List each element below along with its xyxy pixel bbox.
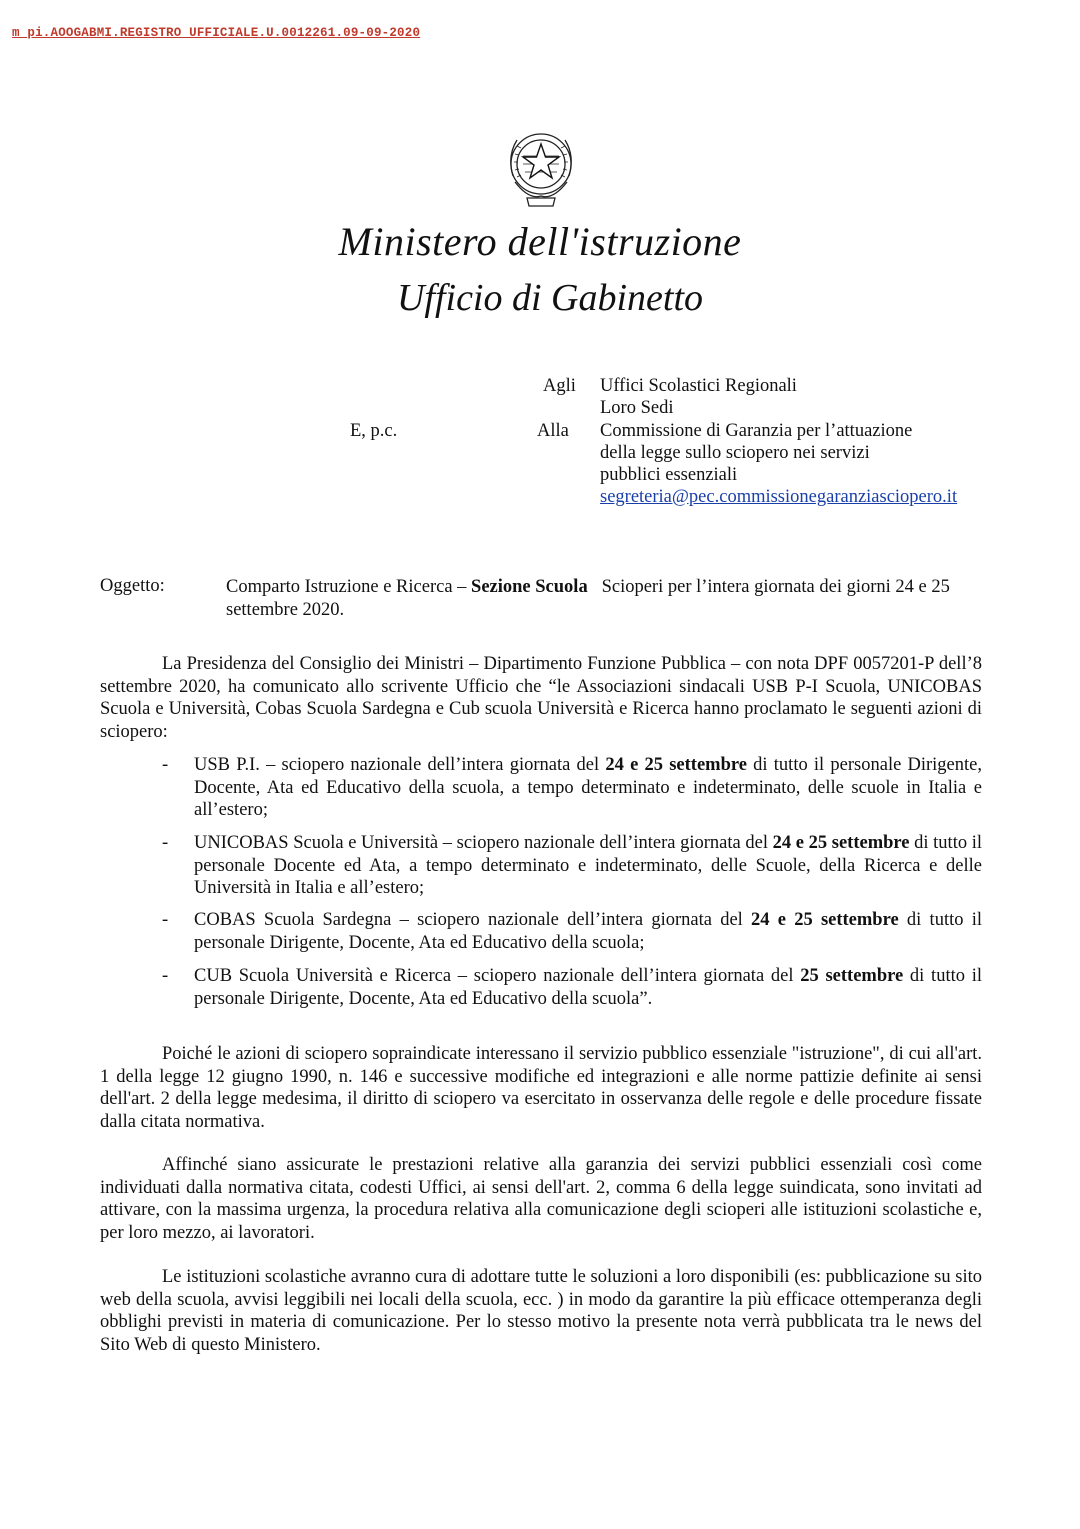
body-paragraph: Affinché siano assicurate le prestazioni relative alla garanzia dei servizi pubblici essenziali così come individuati dalla normativa citata, codesti Uffici, ai sensi dell'art. 2, comma 6 della legge suindicata, sono invitati ad attivare, con la massima urgenza, la procedura relativa alla comunicazione degli scioperi alle istituzioni scolastiche e, per loro mezzo, ai lavoratori. (100, 1155, 982, 1243)
recipient-line: della legge sullo sciopero nei servizi (600, 443, 870, 463)
body-paragraph: Poiché le azioni di sciopero sopraindicate interessano il servizio pubblico essenziale "istruzione", di cui all'art. 1 della legge 12 giugno 1990, n. 146 e successive modifiche ed integrazioni e alle norme pattizie definite ai sensi dell'art. 2 della legge medesima, il diritto di sciopero va esercitato in osservanza delle regole e delle procedure fissate dalla citata normativa. (100, 1044, 982, 1132)
list-bullet: - (162, 966, 169, 986)
recipient-line: Uffici Scolastici Regionali (600, 376, 797, 396)
alla-label: Alla (537, 421, 569, 441)
list-bullet: - (162, 755, 169, 775)
body-paragraph: Le istituzioni scolastiche avranno cura di adottare tutte le soluzioni a loro disponibili (es: pubblicazione su sito web della scuola, avvisi leggibili nei locali della scuola, ecc. ) in modo da garantire la più efficace ottemperanza degli obblighi previsti in materia di comunicazione. Per lo stesso motivo la presente nota verrà pubblicata tra le news del Sito Web di questo Ministero. (100, 1267, 982, 1355)
list-item: USB P.I. – sciopero nazionale dell’intera giornata del 24 e 25 settembre di tutto il personale Dirigente, Docente, Ata ed Educativo della scuola, a tempo determinato e indeterminato, delle scuole in Italia e all’estero; (194, 755, 982, 820)
intro-paragraph: La Presidenza del Consiglio dei Ministri – Dipartimento Funzione Pubblica – con nota DPF 0057201-P dell’8 settembre 2020, ha comunicato allo scrivente Ufficio che “le Associazioni sindacali USB P-I Scuola, UNICOBAS Scuola e Università, Cobas Scuola Sardegna e Cub scuola Università e Ricerca hanno proclamato le seguenti azioni di sciopero: (100, 654, 982, 742)
recipient-line: Loro Sedi (600, 398, 674, 418)
list-bullet: - (162, 833, 169, 853)
recipient-line: Commissione di Garanzia per l’attuazione (600, 421, 913, 441)
list-item: COBAS Scuola Sardegna – sciopero nazionale dell’intera giornata del 24 e 25 settembre di tutto il personale Dirigente, Docente, Ata ed Educativo della scuola; (194, 910, 982, 953)
list-bullet: - (162, 910, 169, 930)
italian-republic-emblem-icon (503, 126, 579, 210)
list-item: CUB Scuola Università e Ricerca – sciopero nazionale dell’intera giornata del 25 settembre di tutto il personale Dirigente, Docente, Ata ed Educativo della scuola”. (194, 966, 982, 1009)
subject-text: Comparto Istruzione e Ricerca – Sezione Scuola Scioperi per l’intera giornata dei giorni 24 e 25 settembre 2020. (226, 577, 955, 620)
epc-label: E, p.c. (350, 421, 398, 441)
agli-label: Agli (543, 376, 576, 396)
list-item: UNICOBAS Scuola e Università – sciopero nazionale dell’intera giornata del 24 e 25 settembre di tutto il personale Docente ed Ata, a tempo determinato e indeterminato, delle Scuole, della Ricerca e delle Università in Italia e all’estero; (194, 833, 983, 898)
office-name: Ufficio di Gabinetto (396, 277, 704, 319)
protocol-number: m_pi.AOOGABMI.REGISTRO UFFICIALE.U.0012261.09-09-2020 (12, 26, 421, 40)
email-link[interactable]: segreteria@pec.commissionegaranziasciopero.it (600, 487, 958, 507)
subject-label: Oggetto: (100, 576, 165, 596)
ministry-name: Ministero dell'istruzione (338, 219, 742, 264)
recipient-line: pubblici essenziali (600, 465, 738, 485)
